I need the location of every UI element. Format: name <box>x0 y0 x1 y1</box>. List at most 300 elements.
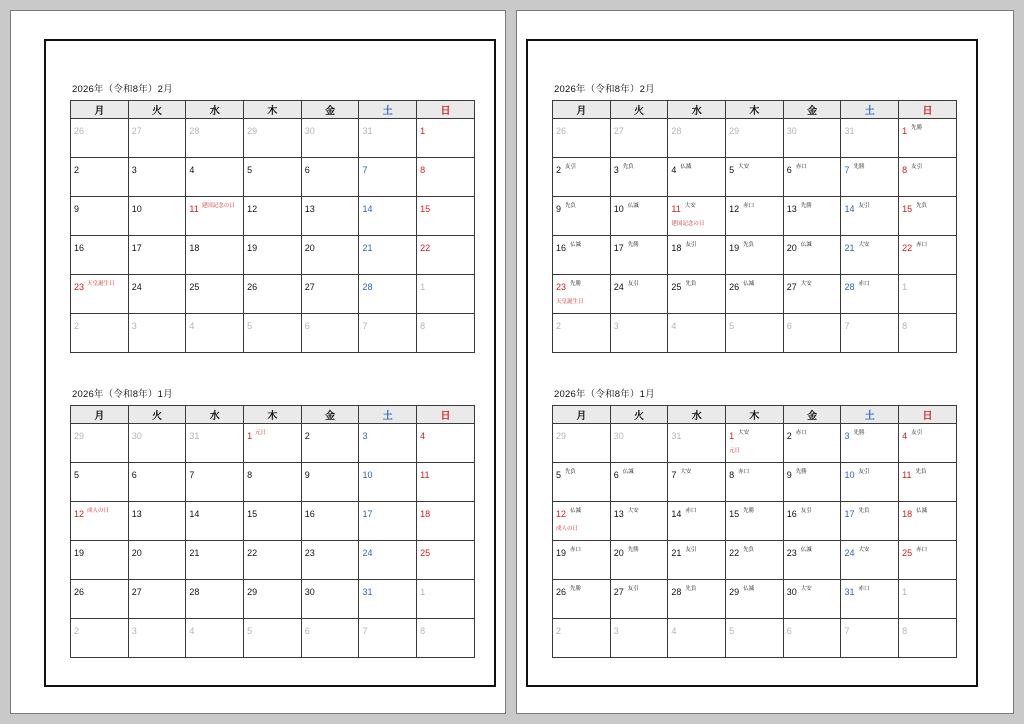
day-number: 1 <box>420 587 426 597</box>
calendar-day-cell[interactable] <box>553 236 611 275</box>
calendar-day-cell[interactable] <box>71 463 129 502</box>
calendar-day-cell[interactable] <box>128 236 186 275</box>
calendar-day-cell[interactable] <box>186 236 244 275</box>
rokuyo-label: 先勝 <box>627 242 639 248</box>
calendar-day-cell[interactable] <box>71 314 129 353</box>
calendar-day-cell[interactable] <box>899 424 957 463</box>
calendar-day-cell[interactable] <box>610 463 668 502</box>
calendar-day-cell[interactable] <box>783 463 841 502</box>
rokuyo-label: 大安 <box>858 242 870 248</box>
day-number: 4 <box>189 626 195 636</box>
weekday-header-水: 水 <box>186 406 244 424</box>
calendar-day-cell[interactable] <box>244 275 302 314</box>
day-number: 2 <box>786 431 792 441</box>
calendar-day-cell[interactable] <box>301 236 359 275</box>
calendar-day-cell[interactable] <box>610 119 668 158</box>
calendar-day-cell[interactable] <box>841 119 899 158</box>
calendar-day-cell[interactable] <box>128 424 186 463</box>
day-number: 23 <box>786 548 797 558</box>
calendar-week-row <box>71 158 475 197</box>
calendar-day-cell[interactable] <box>128 275 186 314</box>
calendar-day-cell[interactable] <box>417 158 475 197</box>
calendar-day-cell[interactable] <box>186 619 244 658</box>
calendar-day-cell[interactable] <box>726 275 784 314</box>
day-number: 12 <box>729 204 740 214</box>
weekday-header-金: 金 <box>783 406 841 424</box>
calendar-week-row <box>71 275 475 314</box>
calendar-day-cell[interactable] <box>899 580 957 619</box>
calendar-day-cell[interactable] <box>553 502 611 541</box>
day-number: 26 <box>556 587 567 597</box>
day-number: 22 <box>420 243 431 253</box>
rokuyo-label: 仏滅 <box>743 586 755 592</box>
day-number: 5 <box>556 470 562 480</box>
calendar-day-cell[interactable] <box>128 119 186 158</box>
rokuyo-label: 大安 <box>800 281 812 287</box>
day-number: 5 <box>74 470 80 480</box>
calendar-day-cell[interactable] <box>610 158 668 197</box>
calendar-day-cell[interactable] <box>244 119 302 158</box>
day-number: 20 <box>131 548 142 558</box>
weekday-header-月: 月 <box>71 101 129 119</box>
day-number: 6 <box>613 470 619 480</box>
rokuyo-label: 大安 <box>800 586 812 592</box>
calendar-day-cell[interactable] <box>186 424 244 463</box>
calendar-day-cell[interactable] <box>668 119 726 158</box>
calendar-day-cell[interactable] <box>71 580 129 619</box>
calendar-day-cell[interactable] <box>726 619 784 658</box>
calendar-day-cell[interactable] <box>899 119 957 158</box>
day-number: 7 <box>362 626 368 636</box>
calendar-day-cell[interactable] <box>244 580 302 619</box>
rokuyo-label: 先負 <box>743 547 755 553</box>
calendar-day-cell[interactable] <box>553 541 611 580</box>
calendar-week-row <box>553 463 957 502</box>
calendar-day-cell[interactable] <box>417 502 475 541</box>
calendar-day-cell[interactable] <box>899 236 957 275</box>
holiday-label: 天皇誕生日 <box>87 281 115 287</box>
calendar-title: 2026年（令和8年）2月 <box>72 84 173 95</box>
calendar-day-cell[interactable] <box>301 463 359 502</box>
calendar-day-cell[interactable] <box>726 580 784 619</box>
calendar-day-cell[interactable] <box>417 275 475 314</box>
day-number: 25 <box>671 282 682 292</box>
calendar-day-cell[interactable] <box>610 275 668 314</box>
printed-page-right <box>516 10 1014 714</box>
rokuyo-label: 赤口 <box>916 547 928 553</box>
day-number: 20 <box>786 243 797 253</box>
calendar-day-cell[interactable] <box>244 236 302 275</box>
rokuyo-label: 仏滅 <box>627 203 639 209</box>
calendar-sheet-left <box>44 39 496 687</box>
calendar-day-cell[interactable] <box>783 502 841 541</box>
calendar-day-cell[interactable] <box>186 158 244 197</box>
calendar-day-cell[interactable] <box>841 197 899 236</box>
day-number: 17 <box>844 509 855 519</box>
weekday-header-木: 木 <box>726 101 784 119</box>
calendar-week-row <box>553 424 957 463</box>
calendar-day-cell[interactable] <box>301 119 359 158</box>
calendar-day-cell[interactable] <box>186 275 244 314</box>
calendar-day-cell[interactable] <box>417 197 475 236</box>
calendar-day-cell[interactable] <box>841 580 899 619</box>
day-number: 6 <box>304 165 310 175</box>
calendar-day-cell[interactable] <box>726 502 784 541</box>
calendar-day-cell[interactable] <box>71 236 129 275</box>
calendar-day-cell[interactable] <box>553 580 611 619</box>
calendar-day-cell[interactable] <box>417 580 475 619</box>
day-number: 31 <box>362 126 373 136</box>
holiday-label: 元日 <box>255 430 267 436</box>
rokuyo-label: 大安 <box>738 430 750 436</box>
calendar-table <box>70 100 475 353</box>
calendar-day-cell[interactable] <box>553 275 611 314</box>
calendar-day-cell[interactable] <box>359 236 417 275</box>
calendar-day-cell[interactable] <box>783 275 841 314</box>
calendar-day-cell[interactable] <box>610 580 668 619</box>
calendar-day-cell[interactable] <box>359 502 417 541</box>
calendar-day-cell[interactable] <box>301 158 359 197</box>
calendar-day-cell[interactable] <box>783 314 841 353</box>
day-number: 8 <box>247 470 253 480</box>
weekday-header-月: 月 <box>553 101 611 119</box>
day-number: 5 <box>729 321 735 331</box>
calendar-day-cell[interactable] <box>841 275 899 314</box>
calendar-week-row <box>71 424 475 463</box>
calendar-day-cell[interactable] <box>186 119 244 158</box>
day-number: 20 <box>613 548 624 558</box>
rokuyo-label: 先勝 <box>570 281 582 287</box>
day-number: 8 <box>420 165 426 175</box>
rokuyo-label: 友引 <box>685 547 697 553</box>
calendar-week-row <box>71 580 475 619</box>
day-number: 14 <box>189 509 200 519</box>
day-number: 8 <box>902 626 908 636</box>
calendar-day-cell[interactable] <box>359 424 417 463</box>
calendar-day-cell[interactable] <box>417 619 475 658</box>
day-number: 30 <box>304 587 315 597</box>
rokuyo-label: 仏滅 <box>570 242 582 248</box>
calendar-day-cell[interactable] <box>726 463 784 502</box>
calendar-day-cell[interactable] <box>244 541 302 580</box>
calendar-day-cell[interactable] <box>841 619 899 658</box>
calendar-day-cell[interactable] <box>301 541 359 580</box>
day-number: 18 <box>902 509 913 519</box>
calendar-day-cell[interactable] <box>186 580 244 619</box>
day-number: 29 <box>247 126 258 136</box>
calendar-day-cell[interactable] <box>668 424 726 463</box>
day-number: 22 <box>902 243 913 253</box>
day-number: 4 <box>420 431 426 441</box>
calendar-day-cell[interactable] <box>610 424 668 463</box>
calendar-day-cell[interactable] <box>128 502 186 541</box>
calendar-day-cell[interactable] <box>244 463 302 502</box>
day-number: 20 <box>304 243 315 253</box>
calendar-day-cell[interactable] <box>899 158 957 197</box>
calendar-day-cell[interactable] <box>668 580 726 619</box>
calendar-day-cell[interactable] <box>726 541 784 580</box>
calendar-day-cell[interactable] <box>301 197 359 236</box>
calendar-day-cell[interactable] <box>301 424 359 463</box>
calendar-day-cell[interactable] <box>783 119 841 158</box>
calendar-day-cell[interactable] <box>783 236 841 275</box>
calendar-day-cell[interactable] <box>244 502 302 541</box>
calendar-day-cell[interactable] <box>553 314 611 353</box>
rokuyo-label: 仏滅 <box>680 164 692 170</box>
calendar-day-cell[interactable] <box>841 236 899 275</box>
calendar-day-cell[interactable] <box>899 502 957 541</box>
calendar-day-cell[interactable] <box>783 197 841 236</box>
calendar-day-cell[interactable] <box>359 275 417 314</box>
day-number: 13 <box>304 204 315 214</box>
calendar-day-cell[interactable] <box>668 158 726 197</box>
calendar-day-cell[interactable] <box>128 580 186 619</box>
weekday-header-木: 木 <box>244 101 302 119</box>
holiday-label: 建国記念の日 <box>201 203 235 209</box>
day-number: 19 <box>247 243 258 253</box>
rokuyo-label: 仏滅 <box>743 281 755 287</box>
calendar-day-cell[interactable] <box>359 619 417 658</box>
calendar-day-cell[interactable] <box>301 314 359 353</box>
day-number: 4 <box>671 626 677 636</box>
day-number: 31 <box>189 431 200 441</box>
day-number: 8 <box>420 321 426 331</box>
day-number: 7 <box>671 470 677 480</box>
day-number: 4 <box>671 165 677 175</box>
rokuyo-label: 大安 <box>684 203 696 209</box>
day-number: 1 <box>729 431 735 441</box>
calendar-day-cell[interactable] <box>244 424 302 463</box>
calendar-day-cell[interactable] <box>186 541 244 580</box>
calendar-day-cell[interactable] <box>71 275 129 314</box>
day-number: 31 <box>844 126 855 136</box>
calendar-day-cell[interactable] <box>244 197 302 236</box>
day-number: 27 <box>304 282 315 292</box>
calendar-day-cell[interactable] <box>899 314 957 353</box>
calendar-day-cell[interactable] <box>71 541 129 580</box>
calendar-day-cell[interactable] <box>783 158 841 197</box>
calendar-day-cell[interactable] <box>301 619 359 658</box>
calendar-day-cell[interactable] <box>71 158 129 197</box>
calendar-day-cell[interactable] <box>899 541 957 580</box>
calendar-day-cell[interactable] <box>128 541 186 580</box>
calendar-day-cell[interactable] <box>417 236 475 275</box>
calendar-day-cell[interactable] <box>553 619 611 658</box>
calendar-day-cell[interactable] <box>128 158 186 197</box>
calendar-day-cell[interactable] <box>128 463 186 502</box>
day-number: 14 <box>671 509 682 519</box>
calendar-day-cell[interactable] <box>899 197 957 236</box>
calendar-day-cell[interactable] <box>668 502 726 541</box>
calendar-day-cell[interactable] <box>71 119 129 158</box>
day-number: 1 <box>902 587 908 597</box>
calendar-day-cell[interactable] <box>553 197 611 236</box>
calendar-day-cell[interactable] <box>610 502 668 541</box>
day-number: 11 <box>420 470 430 480</box>
weekday-header-火: 火 <box>610 406 668 424</box>
day-number: 7 <box>844 165 850 175</box>
day-number: 23 <box>556 282 567 292</box>
calendar-day-cell[interactable] <box>668 236 726 275</box>
calendar-day-cell[interactable] <box>841 502 899 541</box>
calendar-day-cell[interactable] <box>668 314 726 353</box>
calendar-day-cell[interactable] <box>610 236 668 275</box>
calendar-day-cell[interactable] <box>783 580 841 619</box>
calendar-day-cell[interactable] <box>726 119 784 158</box>
rokuyo-label: 先勝 <box>853 164 865 170</box>
day-number: 26 <box>74 126 85 136</box>
calendar-day-cell[interactable] <box>553 119 611 158</box>
calendar-day-cell[interactable] <box>726 236 784 275</box>
calendar-day-cell[interactable] <box>841 158 899 197</box>
day-number: 18 <box>671 243 682 253</box>
calendar-day-cell[interactable] <box>71 197 129 236</box>
calendar-day-cell[interactable] <box>359 158 417 197</box>
day-number: 19 <box>729 243 740 253</box>
calendar-day-cell[interactable] <box>668 197 726 236</box>
weekday-header-火: 火 <box>128 101 186 119</box>
calendar-day-cell[interactable] <box>128 619 186 658</box>
rokuyo-label: 大安 <box>738 164 750 170</box>
calendar-day-cell[interactable] <box>841 424 899 463</box>
calendar-day-cell[interactable] <box>186 463 244 502</box>
day-number: 30 <box>613 431 624 441</box>
weekday-header-金: 金 <box>301 406 359 424</box>
day-number: 2 <box>74 165 80 175</box>
day-number: 16 <box>304 509 315 519</box>
day-number: 11 <box>671 204 681 214</box>
calendar-day-cell[interactable] <box>899 275 957 314</box>
calendar-day-cell[interactable] <box>610 197 668 236</box>
calendar-day-cell[interactable] <box>301 275 359 314</box>
calendar-day-cell[interactable] <box>668 463 726 502</box>
calendar-day-cell[interactable] <box>359 541 417 580</box>
weekday-header-月: 月 <box>71 406 129 424</box>
day-number: 2 <box>74 321 80 331</box>
rokuyo-label: 友引 <box>565 164 577 170</box>
calendar-table <box>552 100 957 353</box>
calendar-week-row <box>553 314 957 353</box>
calendar-title: 2026年（令和8年）1月 <box>554 389 655 400</box>
calendar-day-cell[interactable] <box>244 314 302 353</box>
day-number: 28 <box>671 587 682 597</box>
day-number: 21 <box>671 548 682 558</box>
calendar-day-cell[interactable] <box>841 463 899 502</box>
rokuyo-label: 仏滅 <box>570 508 582 514</box>
calendar-day-cell[interactable] <box>726 158 784 197</box>
day-number: 8 <box>902 165 908 175</box>
day-number: 7 <box>844 626 850 636</box>
day-number: 30 <box>786 587 797 597</box>
calendar-day-cell[interactable] <box>841 314 899 353</box>
calendar-day-cell[interactable] <box>668 541 726 580</box>
day-number: 10 <box>613 204 624 214</box>
day-number: 10 <box>362 470 373 480</box>
day-number: 28 <box>671 126 682 136</box>
calendar-day-cell[interactable] <box>668 275 726 314</box>
rokuyo-label: 先勝 <box>800 203 812 209</box>
calendar-table <box>70 405 475 658</box>
calendar-day-cell[interactable] <box>359 463 417 502</box>
calendar-day-cell[interactable] <box>726 424 784 463</box>
day-number: 1 <box>420 282 426 292</box>
day-number: 12 <box>556 509 567 519</box>
calendar-day-cell[interactable] <box>301 502 359 541</box>
calendar-day-cell[interactable] <box>71 619 129 658</box>
calendar-day-cell[interactable] <box>128 314 186 353</box>
rokuyo-label: 友引 <box>911 164 923 170</box>
calendar-day-cell[interactable] <box>783 424 841 463</box>
rokuyo-label: 友引 <box>627 281 639 287</box>
calendar-day-cell[interactable] <box>610 541 668 580</box>
day-number: 9 <box>74 204 80 214</box>
calendar-day-cell[interactable] <box>417 119 475 158</box>
day-number: 2 <box>556 165 562 175</box>
holiday-label: 成人の日 <box>556 526 579 532</box>
day-number: 26 <box>247 282 258 292</box>
calendar-day-cell[interactable] <box>726 314 784 353</box>
calendar-day-cell[interactable] <box>359 119 417 158</box>
rokuyo-label: 先負 <box>565 203 577 209</box>
calendar-day-cell[interactable] <box>553 463 611 502</box>
calendar-day-cell[interactable] <box>244 158 302 197</box>
calendar-day-cell[interactable] <box>899 619 957 658</box>
calendar-day-cell[interactable] <box>841 541 899 580</box>
calendar-day-cell[interactable] <box>668 619 726 658</box>
calendar-day-cell[interactable] <box>417 463 475 502</box>
calendar-week-row <box>71 463 475 502</box>
rokuyo-label: 先負 <box>916 203 928 209</box>
calendar-day-cell[interactable] <box>359 314 417 353</box>
calendar-day-cell[interactable] <box>186 314 244 353</box>
calendar-day-cell[interactable] <box>610 314 668 353</box>
calendar-week-row <box>71 119 475 158</box>
calendar-week-row <box>71 541 475 580</box>
calendar-day-cell[interactable] <box>417 314 475 353</box>
day-number: 6 <box>131 470 137 480</box>
day-number: 25 <box>189 282 200 292</box>
day-number: 24 <box>613 282 624 292</box>
calendar-day-cell[interactable] <box>553 158 611 197</box>
calendar-day-cell[interactable] <box>783 619 841 658</box>
calendar-day-cell[interactable] <box>553 424 611 463</box>
weekday-header-row <box>553 101 957 119</box>
calendar-day-cell[interactable] <box>71 424 129 463</box>
rokuyo-label: 赤口 <box>738 469 750 475</box>
day-number: 7 <box>362 321 368 331</box>
calendar-day-cell[interactable] <box>417 541 475 580</box>
calendar-day-cell[interactable] <box>71 502 129 541</box>
calendar-day-cell[interactable] <box>610 619 668 658</box>
calendar-day-cell[interactable] <box>186 502 244 541</box>
calendar-day-cell[interactable] <box>899 463 957 502</box>
calendar-day-cell[interactable] <box>244 619 302 658</box>
calendar-day-cell[interactable] <box>186 197 244 236</box>
calendar-day-cell[interactable] <box>783 541 841 580</box>
calendar-day-cell[interactable] <box>359 197 417 236</box>
calendar-day-cell[interactable] <box>128 197 186 236</box>
calendar-grid-host <box>70 100 475 353</box>
calendar-day-cell[interactable] <box>301 580 359 619</box>
weekday-header-水: 水 <box>668 406 726 424</box>
calendar-sheet-right <box>526 39 978 687</box>
calendar-day-cell[interactable] <box>359 580 417 619</box>
calendar-right-feb <box>552 81 957 353</box>
day-number: 21 <box>189 548 200 558</box>
calendar-day-cell[interactable] <box>726 197 784 236</box>
calendar-day-cell[interactable] <box>417 424 475 463</box>
day-number: 3 <box>613 321 619 331</box>
